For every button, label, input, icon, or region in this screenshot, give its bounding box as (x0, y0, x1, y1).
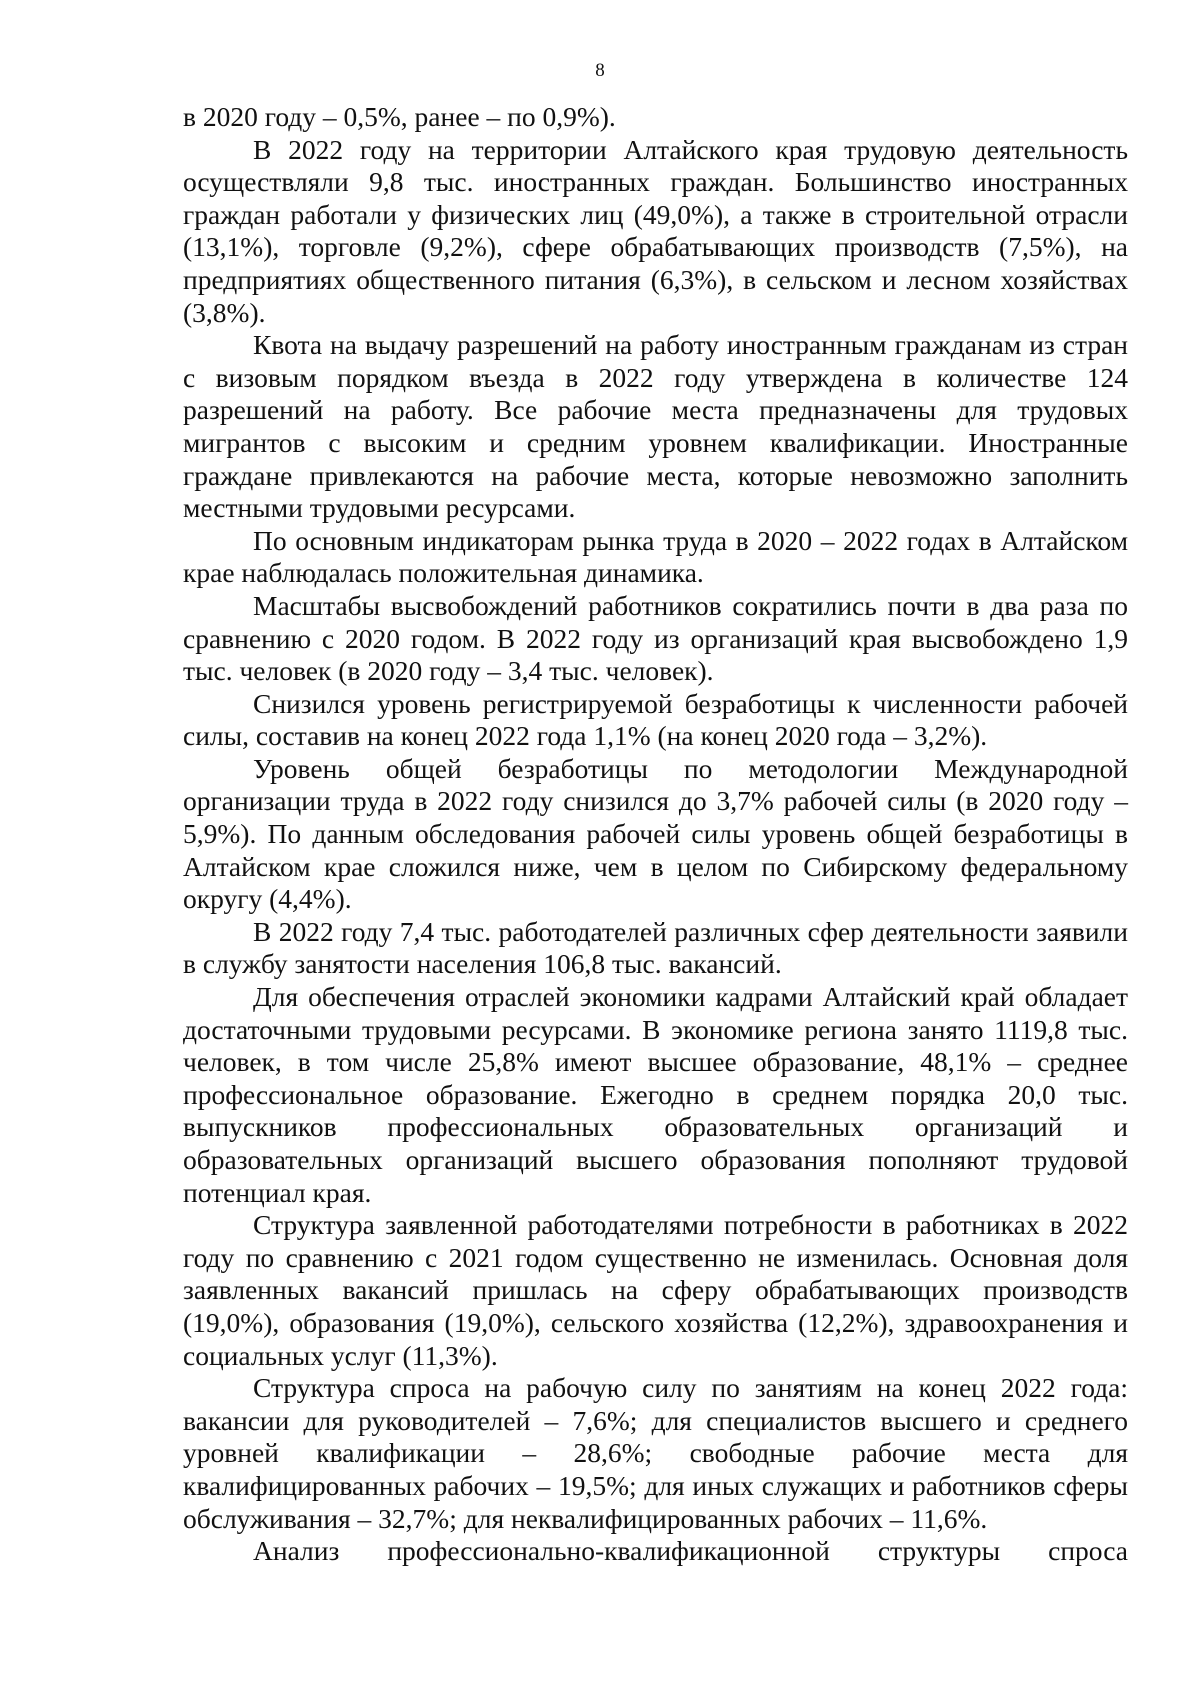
paragraph-demand-structure: Структура заявленной работодателями потребности в работниках в 2022 году по сравнению с 2021 годом существенно не изменилась. Основная доля заявленных вакансий пришлась на сферу обрабатывающих производств (19,0%), образования (19,0%), сельского хозяйства (12,2%), здравоохранения и социальных услуг (11,3%). (183, 1209, 1128, 1371)
document-body (183, 101, 1128, 1568)
paragraph-layoffs: Масштабы высвобождений работников сократились почти в два раза по сравнению с 2020 годом. В 2022 году из организаций края высвобождено 1,9 тыс. человек (в 2020 году – 3,4 тыс. человек). (183, 589, 1128, 687)
paragraph-continuation: в 2020 году – 0,5%, ранее – по 0,9%). (183, 101, 616, 132)
paragraph-labor-market-indicators: По основным индикаторам рынка труда в 2020 – 2022 годах в Алтайском крае наблюдалась положительная динамика. (183, 524, 1128, 589)
paragraph-labor-resources: Для обеспечения отраслей экономики кадрами Алтайский край обладает достаточными трудовыми ресурсами. В экономике региона занято 1119,8 тыс. человек, в том числе 25,8% имеют высшее образование, 48,1% – среднее профессиональное образование. Ежегодно в среднем порядка 20,0 тыс. выпускников профессиональных образовательных организаций и образовательных организаций высшего образования пополняют трудовой потенциал края. (183, 981, 1128, 1208)
paragraph-analysis: Анализ профессионально-квалификационной структуры спроса (253, 1535, 1128, 1567)
paragraph-demand-by-occupation: Структура спроса на рабочую силу по занятиям на конец 2022 года: вакансии для руководителей – 7,6%; для специалистов высшего и среднего уровней квалификации – 28,6%; свободные рабочие места для квалифицированных рабочих – 19,5%; для иных служащих и работников сферы обслуживания – 32,7%; для неквалифицированных рабочих – 11,6%. (183, 1372, 1128, 1534)
paragraph-work-permit-quota: Квота на выдачу разрешений на работу иностранным гражданам из стран с визовым порядком въезда в 2022 году утверждена в количестве 124 разрешений на работу. Все рабочие места предназначены для трудовых мигрантов с высоким и средним уровнем квалификации. Иностранные граждане привлекаются на рабочие места, которые невозможно заполнить местными трудовыми ресурсами. (183, 329, 1128, 524)
paragraph-registered-unemployment: Снизился уровень регистрируемой безработицы к численности рабочей силы, составив на конец 2022 года 1,1% (на конец 2020 года – 3,2%). (183, 687, 1128, 752)
paragraph-ilo-unemployment: Уровень общей безработицы по методологии Международной организации труда в 2022 году снизился до 3,7% рабочей силы (в 2020 году – 5,9%). По данным обследования рабочей силы уровень общей безработицы в Алтайском крае сложился ниже, чем в целом по Сибирскому федеральному округу (4,4%). (183, 752, 1128, 915)
page-number: 8 (595, 60, 605, 81)
paragraph-vacancies: В 2022 году 7,4 тыс. работодателей различных сфер деятельности заявили в службу занятости населения 106,8 тыс. вакансий. (183, 915, 1128, 980)
paragraph-foreign-workers: В 2022 году на территории Алтайского края трудовую деятельность осуществляли 9,8 тыс. иностранных граждан. Большинство иностранных граждан работали у физических лиц (49,0%), а также в строительной отрасли (13,1%), торговле (9,2%), сфере обрабатывающих производств (7,5%), на предприятиях общественного питания (6,3%), в сельском и лесном хозяйствах (3,8%). (183, 133, 1128, 328)
